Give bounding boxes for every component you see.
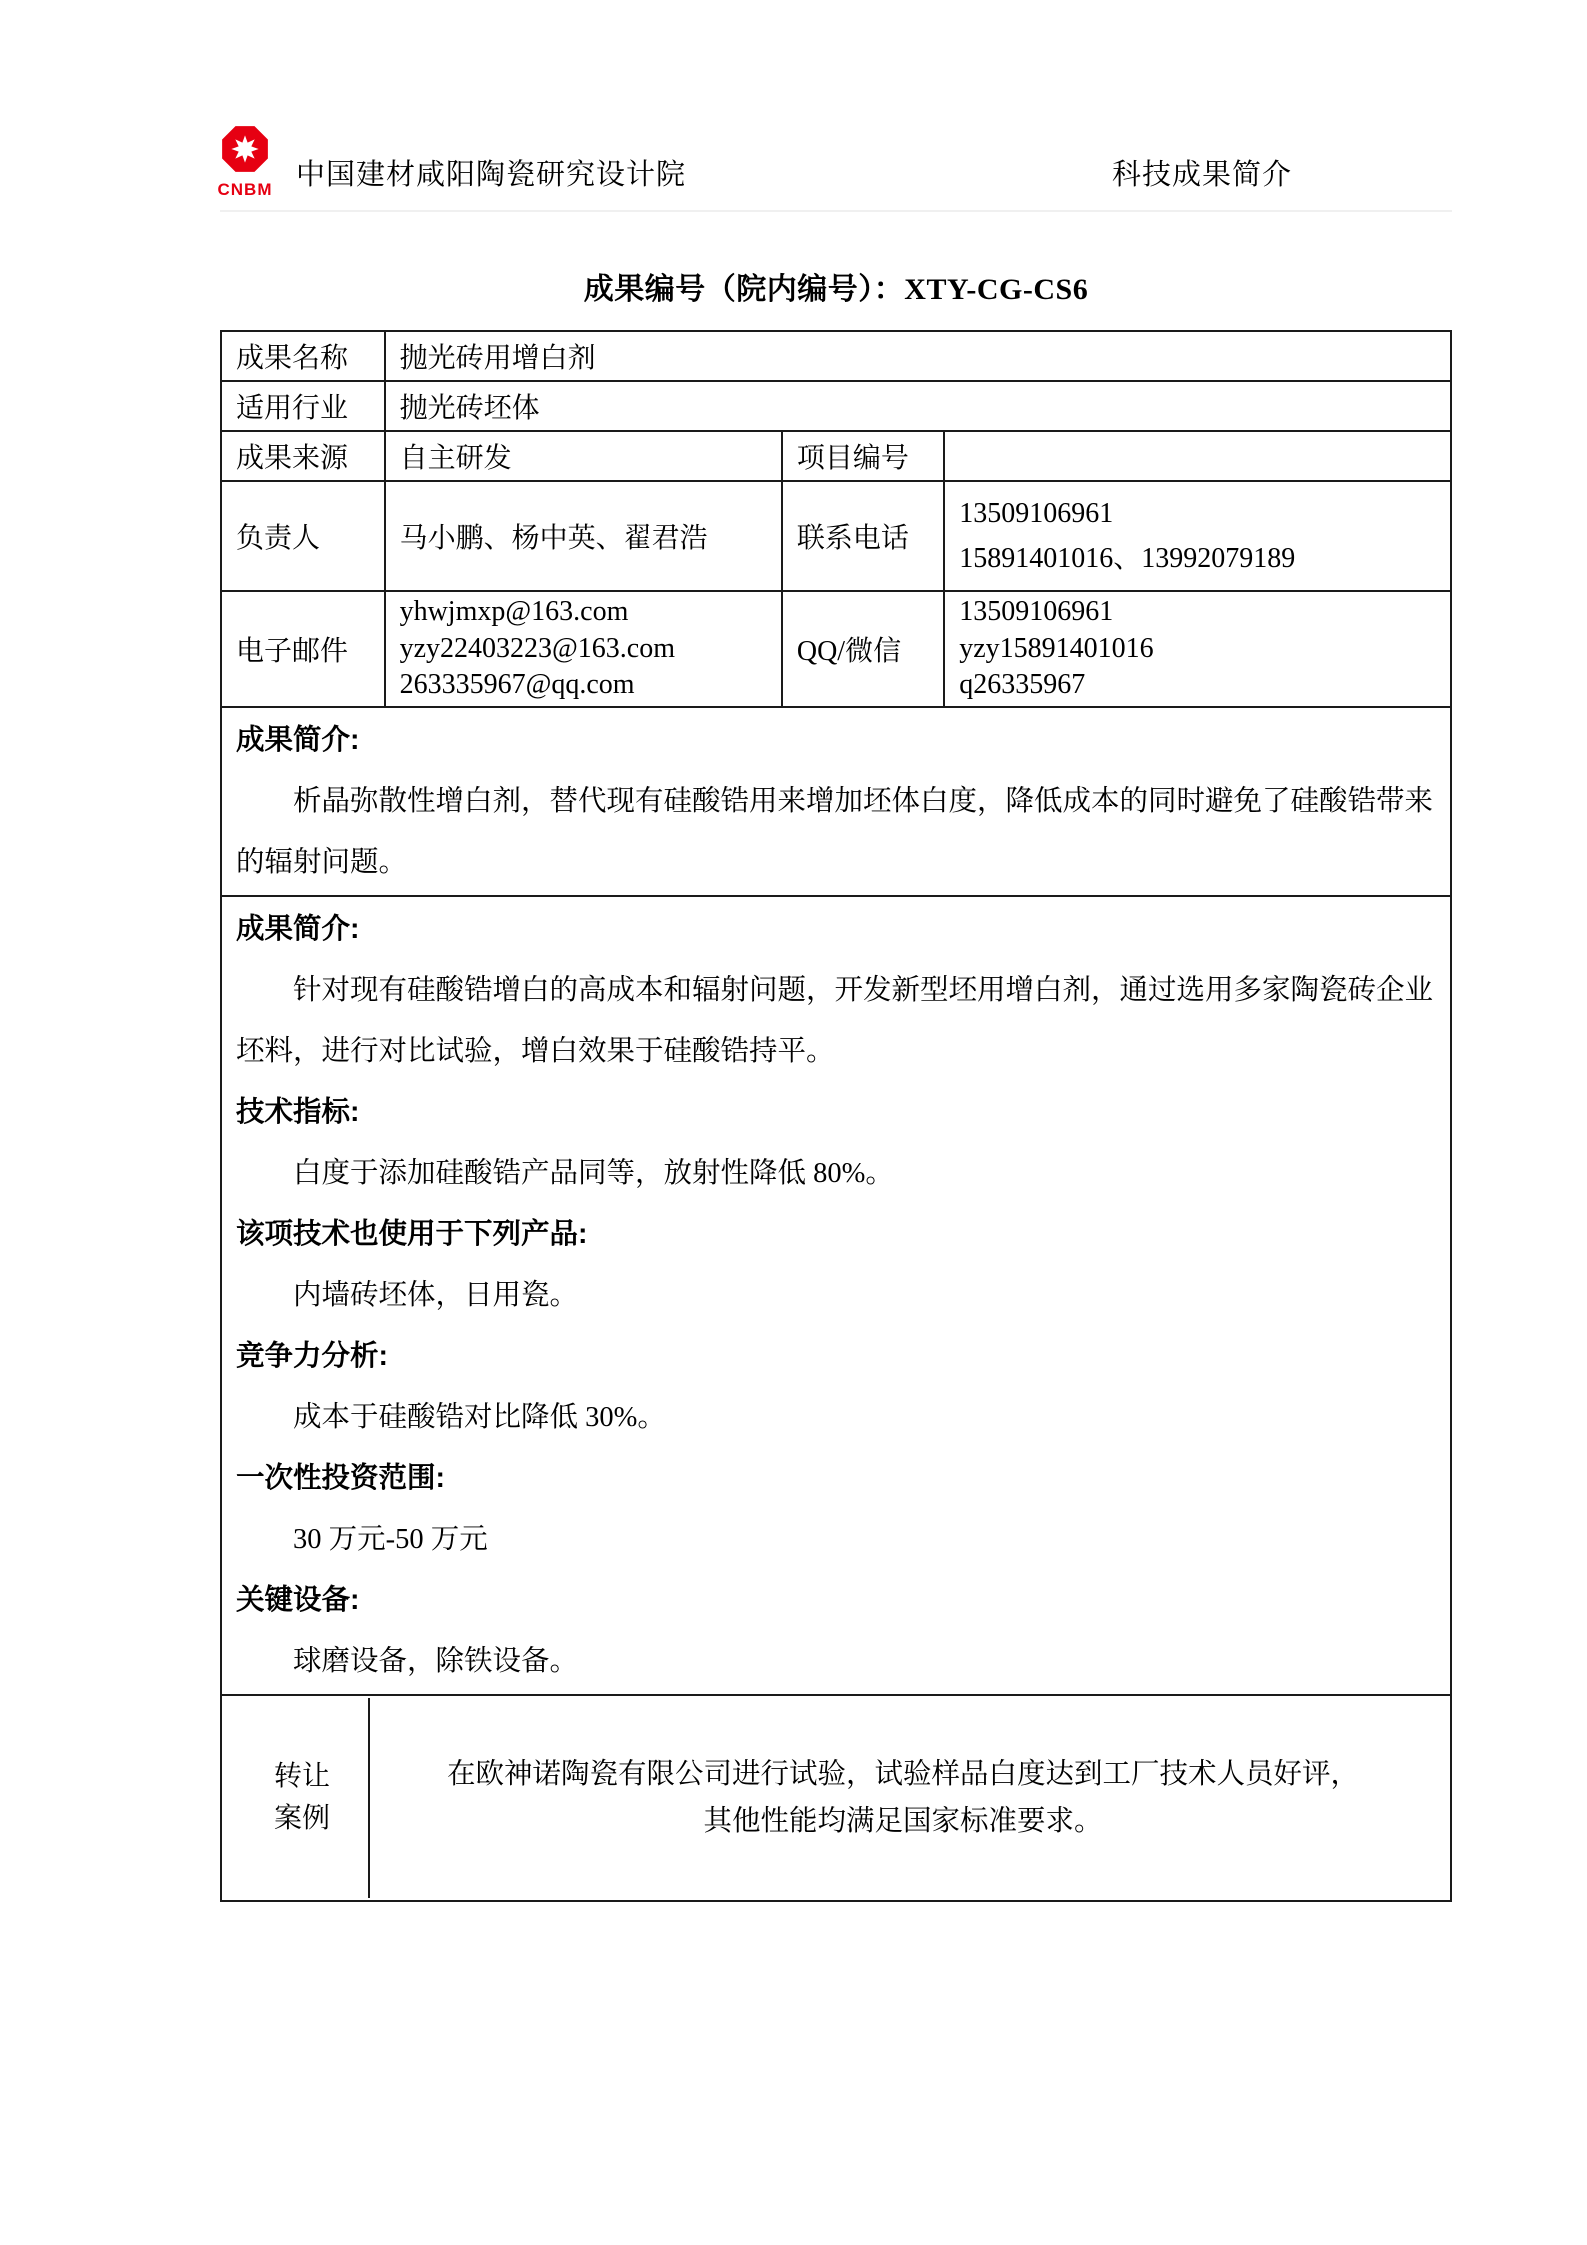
qq-line: yzy15891401016 — [959, 632, 1154, 664]
transfer-label-line: 案例 — [273, 1803, 330, 1834]
field-label-transfer-case — [236, 1698, 370, 1898]
qq-line: 13509106961 — [959, 596, 1114, 628]
achievement-table — [220, 330, 1452, 1902]
section-heading: 成果简介: — [236, 724, 360, 756]
field-label-email: 电子邮件 — [221, 591, 385, 707]
phone-line: 15891401016、13992079189 — [959, 543, 1296, 574]
field-value-source: 自主研发 — [385, 431, 782, 481]
field-value-email — [385, 591, 782, 707]
section-heading: 关键设备: — [236, 1584, 360, 1616]
table-row — [221, 707, 1451, 896]
table-row — [221, 431, 1451, 481]
page-header — [217, 0, 1452, 212]
section-body: 针对现有硅酸锆增白的高成本和辐射问题，开发新型坯用增白剂，通过选用多家陶瓷砖企业坯料，进行对比试验，增白效果于硅酸锆持平。 — [236, 975, 1434, 1067]
field-value-phone — [944, 481, 1451, 591]
section-body: 析晶弥散性增白剂，替代现有硅酸锆用来增加坯体白度，降低成本的同时避免了硅酸锆带来的辐射问题。 — [236, 786, 1434, 878]
field-value-qq-wechat — [944, 591, 1451, 707]
field-value-industry: 抛光砖坯体 — [385, 381, 1451, 431]
transfer-label-line: 转让 — [273, 1761, 330, 1792]
section-heading: 竞争力分析: — [236, 1340, 388, 1372]
field-label-project-no: 项目编号 — [782, 431, 944, 481]
field-value-leader: 马小鹏、杨中英、翟君浩 — [385, 481, 782, 591]
table-row — [221, 381, 1451, 431]
table-row — [221, 331, 1451, 381]
section-heading: 一次性投资范围: — [236, 1462, 445, 1494]
field-label-qq-wechat: QQ/微信 — [782, 591, 944, 707]
document-type-label: 科技成果简介 — [1111, 159, 1292, 191]
field-value-project-no — [944, 431, 1451, 481]
logo-wordmark: CNBM — [217, 180, 273, 199]
email-line: 263335967@qq.com — [399, 669, 635, 701]
page-title: 成果编号（院内编号）：XTY-CG-CS6 — [583, 273, 1089, 306]
section-body: 白度于添加硅酸锆产品同等，放射性降低 80%。 — [293, 1158, 894, 1189]
field-label-source: 成果来源 — [221, 431, 385, 481]
organization-name: 中国建材咸阳陶瓷研究设计院 — [296, 159, 687, 191]
field-value-name: 抛光砖用增白剂 — [385, 331, 1451, 381]
section-heading: 成果简介: — [236, 913, 360, 945]
field-label-name: 成果名称 — [221, 331, 385, 381]
qq-line: q26335967 — [959, 669, 1086, 701]
table-row — [221, 481, 1451, 591]
cnbm-octagon-star-icon — [212, 118, 278, 180]
phone-line: 13509106961 — [959, 498, 1114, 529]
section-body: 内墙砖坯体，日用瓷。 — [293, 1280, 579, 1311]
table-row — [221, 591, 1451, 707]
transfer-case-text: 在欧神诺陶瓷有限公司进行试验，试验样品白度达到工厂技术人员好评，其他性能均满足国家标准要求。 — [446, 1759, 1359, 1837]
transfer-case-row — [221, 1695, 1451, 1901]
email-line: yzy22403223@163.com — [399, 632, 675, 664]
field-label-leader: 负责人 — [221, 481, 385, 591]
email-line: yhwjmxp@163.com — [399, 596, 629, 628]
table-row — [221, 896, 1451, 1695]
intro-block — [221, 707, 1451, 896]
table-row — [221, 1695, 1451, 1901]
cnbm-logo — [212, 118, 278, 200]
sections-block — [221, 896, 1451, 1695]
field-label-industry: 适用行业 — [221, 381, 385, 431]
section-body: 球磨设备，除铁设备。 — [293, 1646, 579, 1677]
section-heading: 技术指标: — [236, 1096, 360, 1128]
field-label-phone: 联系电话 — [782, 481, 944, 591]
section-body: 30 万元-50 万元 — [293, 1524, 488, 1555]
section-body: 成本于硅酸锆对比降低 30%。 — [293, 1402, 666, 1433]
section-heading: 该项技术也使用于下列产品: — [236, 1218, 588, 1250]
